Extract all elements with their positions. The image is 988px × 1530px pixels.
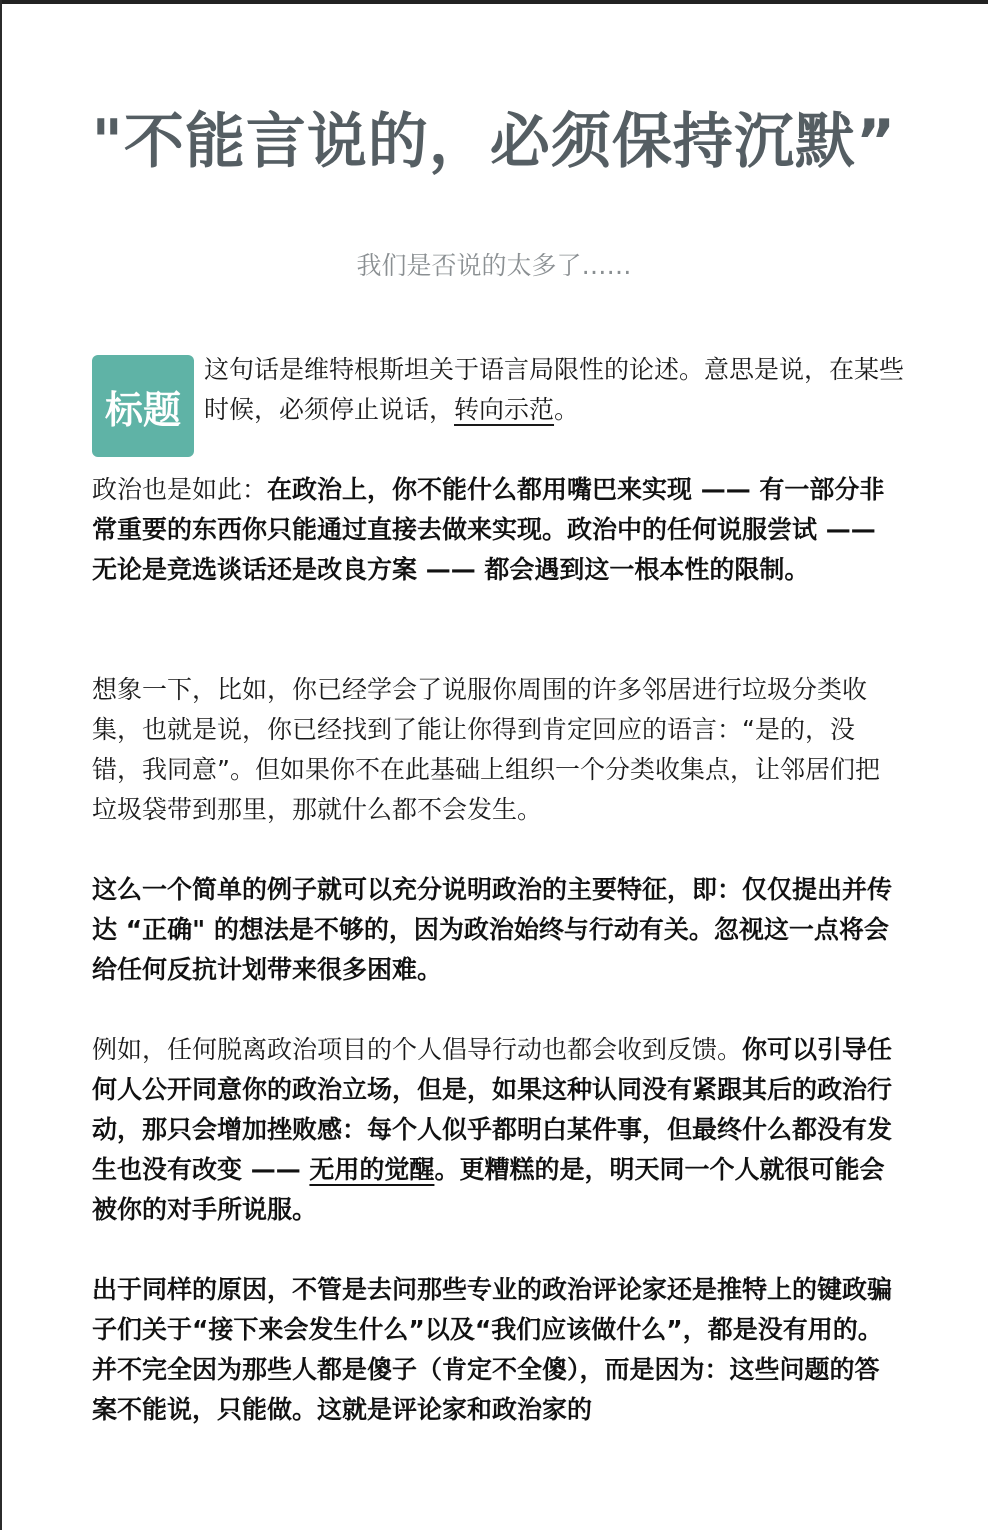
paragraph-commentators [92,1270,902,1430]
p4-bold-end: 。更糟糕的是，明天同一个人就很可能会被你的对手所说服。 [92,1155,885,1224]
p2-text: 想象一下，比如，你已经学会了说服你周围的许多邻居进行垃圾分类收集，也就是说，你已经找到了能让你得到肯定回应的语言：“是的，没错，我同意”。但如果你不在此基础上组织一个分类收集点，让邻居们把垃圾袋带到那里，那就什么都不会发生。 [92,675,880,824]
p5-bold: 出于同样的原因，不管是去问那些专业的政治评论家还是推特上的键政骗子们关于“接下来会发生什么”以及“我们应该做什么”，都是没有用的。并不完全因为那些人都是傻子（肯定不全傻），而是因为：这些问题的答案不能说，只能做。这就是评论家和政治家的 [92,1275,893,1424]
paragraph-advocacy [92,1030,902,1230]
p3-bold: 这么一个简单的例子就可以充分说明政治的主要特征，即：仅仅提出并传达 “正确" 的想法是不够的，因为政治始终与行动有关。忽视这一点将会给任何反抗计划带来很多困难。 [92,875,893,984]
intro-paragraph [204,350,904,430]
p4-bold: 你可以引导任何人公开同意你的政治立场，但是，如果这种认同没有紧跟其后的政治行动，那只会增加挫败感：每个人似乎都明白某件事，但最终什么都没有发生也没有改变 —— [92,1035,893,1184]
intro-end: 。 [554,395,580,424]
p1-plain: 政治也是如此： [92,475,268,504]
article-subtitle: 我们是否说的太多了…… [356,251,632,280]
paragraph-main-feature [92,870,902,990]
paragraph-example [92,670,902,830]
p4-link[interactable]: 无用的觉醒 [309,1155,435,1184]
p4-plain: 例如，任何脱离政治项目的个人倡导行动也都会收到反馈。 [92,1035,743,1064]
title-badge: 标题 [92,355,194,457]
article-title: "不能言说的，必须保持沉默” [91,107,897,177]
intro-link[interactable]: 转向示范 [454,395,555,424]
paragraph-politics [92,470,902,590]
intro-text: 这句话是维特根斯坦关于语言局限性的论述。意思是说，在某些时候，必须停止说话， [204,355,905,424]
p1-bold: 在政治上，你不能什么都用嘴巴来实现 —— 有一部分非常重要的东西你只能通过直接去做来实现。政治中的任何说服尝试 —— 无论是竞选谈话还是改良方案 —— 都会遇到这一根本性的限制。 [92,475,885,584]
